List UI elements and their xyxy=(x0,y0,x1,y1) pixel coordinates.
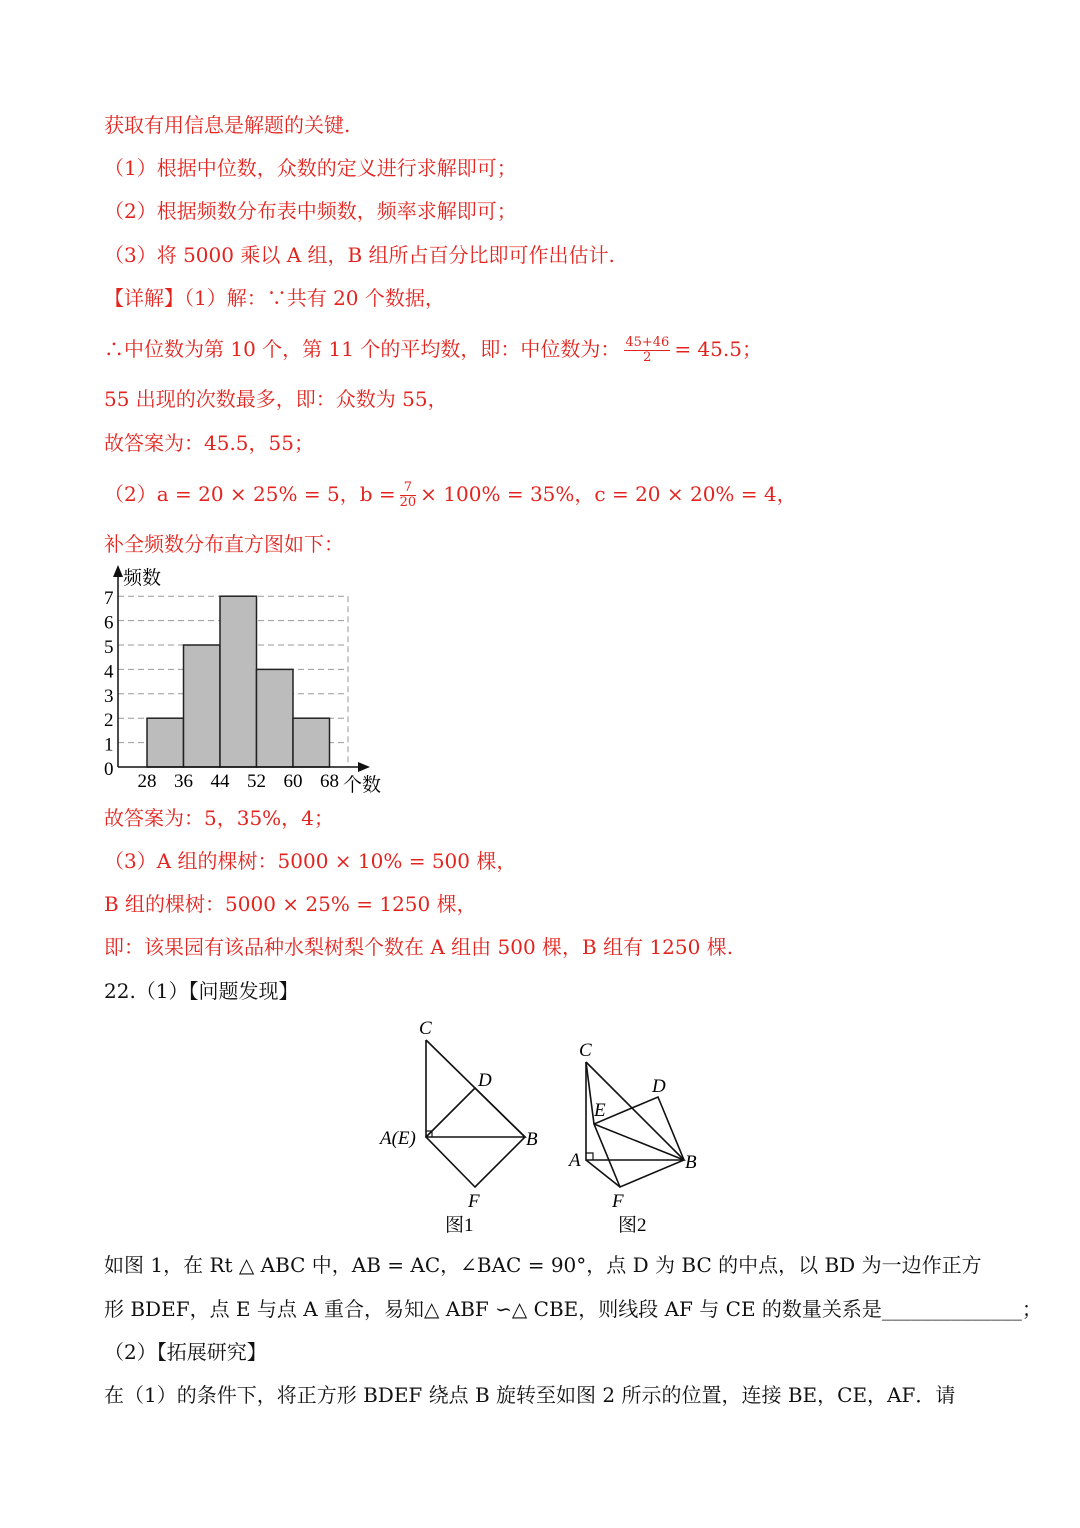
text-line: （3）A 组的棵树：5000 × 10% = 500 棵， xyxy=(104,849,517,873)
label-C: C xyxy=(419,1018,432,1039)
label-D: D xyxy=(652,1076,666,1097)
text-line: 【详解】（1）解：∵共有 20 个数据， xyxy=(104,286,445,310)
text-line: 形 BDEF，点 E 与点 A 重合，易知△ ABF ∽△ CBE，则线段 AF 与 CE 的数量关系是______________； xyxy=(104,1297,1042,1321)
y-tick-label: 7 xyxy=(104,588,114,610)
x-tick-label: 52 xyxy=(247,771,266,792)
y-tick-label: 3 xyxy=(104,685,114,707)
x-tick-label: 28 xyxy=(137,771,157,792)
figure-2 xyxy=(586,1062,684,1187)
figure-1-caption: 图1 xyxy=(445,1215,474,1236)
text-line: 如图 1，在 Rt △ ABC 中，AB = AC，∠BAC = 90°，点 D 为 BC 的中点，以 BD 为一边作正方 xyxy=(104,1253,982,1277)
label-E: E xyxy=(594,1100,606,1121)
text-line: （1）根据中位数，众数的定义进行求解即可； xyxy=(104,156,517,180)
x-tick-label: 44 xyxy=(210,771,230,792)
numerator: 7 xyxy=(400,481,417,496)
bar xyxy=(293,718,330,767)
text-line: 在（1）的条件下，将正方形 BDEF 绕点 B 旋转至如图 2 所示的位置，连接 BE，CE，AF．请 xyxy=(104,1383,956,1407)
label-D: D xyxy=(478,1070,492,1091)
label-C: C xyxy=(579,1040,592,1061)
x-axis-label: 个数 xyxy=(343,775,382,796)
bar xyxy=(184,645,221,767)
bar xyxy=(220,596,257,767)
y-axis-arrow xyxy=(113,565,123,577)
text: （2）a = 20 × 25% = 5，b = xyxy=(104,482,396,506)
text-line: （2）【拓展研究】 xyxy=(104,1340,267,1364)
text: = 45.5； xyxy=(674,337,762,361)
numerator: 45+46 xyxy=(625,335,670,350)
y-tick-label: 4 xyxy=(104,661,114,683)
y-tick-label: 1 xyxy=(104,734,114,756)
text: ∴中位数为第 10 个，第 11 个的平均数，即：中位数为： xyxy=(104,337,621,361)
bar xyxy=(147,718,184,767)
text-line: 55 出现的次数最多，即：众数为 55， xyxy=(104,387,448,411)
x-tick-label: 68 xyxy=(320,771,339,792)
denominator: 20 xyxy=(399,495,417,510)
label-F: F xyxy=(468,1191,480,1212)
text-line: 补全频数分布直方图如下： xyxy=(104,532,344,556)
label-AE: A(E) xyxy=(380,1128,416,1149)
text-line: 故答案为：45.5，55； xyxy=(104,431,314,455)
text-line: 即：该果园有该品种水梨树梨个数在 A 组由 500 棵，B 组有 1250 棵. xyxy=(104,935,734,959)
geometry-figures xyxy=(360,1010,720,1240)
y-tick-label: 2 xyxy=(104,710,114,732)
y-axis-label: 频数 xyxy=(123,568,162,589)
denominator: 2 xyxy=(643,350,652,365)
text-line: 获取有用信息是解题的关键. xyxy=(104,113,351,137)
label-B: B xyxy=(526,1129,538,1150)
figure-2-caption: 图2 xyxy=(618,1215,647,1236)
label-B: B xyxy=(685,1152,697,1173)
x-tick-label: 60 xyxy=(283,771,303,792)
x-tick-label: 36 xyxy=(174,771,193,792)
x-axis-arrow xyxy=(358,762,370,772)
bar xyxy=(257,669,294,767)
label-A: A xyxy=(569,1150,581,1171)
y-tick-label: 6 xyxy=(104,612,114,634)
text: × 100% = 35%，c = 20 × 20% = 4， xyxy=(420,482,797,506)
y-tick-label: 0 xyxy=(104,759,114,780)
text-line: 故答案为：5，35%，4； xyxy=(104,806,334,830)
text-line: （3）将 5000 乘以 A 组，B 组所占百分比即可作出估计. xyxy=(104,243,615,267)
figure-1 xyxy=(426,1040,525,1187)
text-line: 22.（1）【问题发现】 xyxy=(104,979,299,1003)
y-tick-label: 5 xyxy=(104,637,114,658)
text-line: （2）根据频数分布表中频数，频率求解即可； xyxy=(104,199,517,223)
text-line: B 组的棵树：5000 × 25% = 1250 棵， xyxy=(104,892,477,916)
label-F: F xyxy=(612,1191,624,1212)
